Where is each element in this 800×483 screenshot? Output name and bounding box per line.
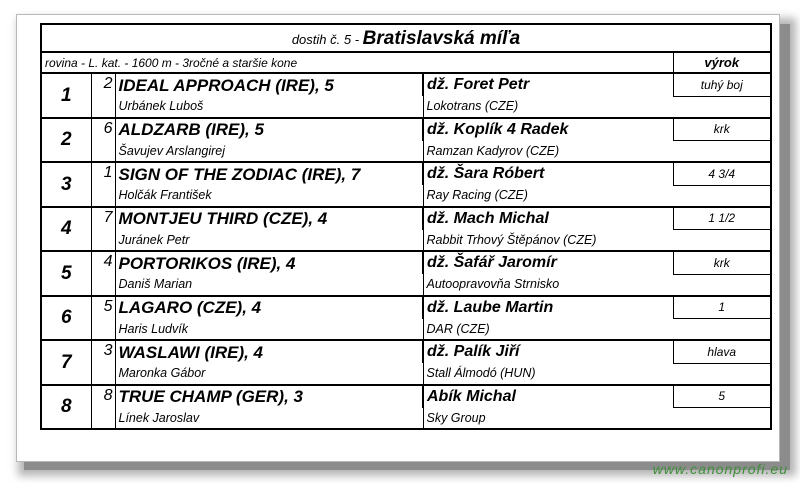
- finish-margin: krk: [673, 118, 771, 141]
- result-subrow: [41, 319, 771, 341]
- finish-position: 6: [41, 296, 91, 341]
- horse-name: PORTORIKOS (IRE), 4: [115, 251, 423, 274]
- start-number: 3: [91, 340, 115, 385]
- finish-margin: 5: [673, 385, 771, 408]
- finish-margin: 4 3/4: [673, 162, 771, 185]
- finish-margin: 1: [673, 296, 771, 319]
- horse-name: IDEAL APPROACH (IRE), 5: [115, 73, 423, 96]
- finish-margin: tuhý boj: [673, 73, 771, 96]
- margin-spacer: [673, 319, 771, 341]
- trainer-name: Línek Jaroslav: [115, 408, 423, 430]
- horse-name: LAGARO (CZE), 4: [115, 296, 423, 319]
- jockey-name: dž. Foret Petr: [423, 73, 673, 96]
- jockey-name: dž. Šara Róbert: [423, 162, 673, 185]
- start-number: 5: [91, 296, 115, 341]
- finish-position: 8: [41, 385, 91, 430]
- trainer-name: Maronka Gábor: [115, 363, 423, 385]
- owner-name: Lokotrans (CZE): [423, 96, 673, 118]
- margin-header: výrok: [673, 52, 771, 73]
- horse-name: MONTJEU THIRD (CZE), 4: [115, 207, 423, 230]
- race-label: dostih č. 5 -: [291, 31, 360, 47]
- result-subrow: [41, 141, 771, 163]
- finish-position: 7: [41, 340, 91, 385]
- finish-margin: 1 1/2: [673, 207, 771, 230]
- owner-name: Stall Álmodó (HUN): [423, 363, 673, 385]
- margin-spacer: [673, 96, 771, 118]
- result-subrow: [41, 274, 771, 296]
- result-row: [41, 162, 771, 185]
- trainer-name: Holčák František: [115, 185, 423, 207]
- finish-position: 4: [41, 207, 91, 252]
- start-number: 7: [91, 207, 115, 252]
- result-subrow: [41, 96, 771, 118]
- horse-name: ALDZARB (IRE), 5: [115, 118, 423, 141]
- trainer-name: Šavujev Arslangirej: [115, 141, 423, 163]
- horse-name: WASLAWI (IRE), 4: [115, 340, 423, 363]
- margin-spacer: [673, 185, 771, 207]
- owner-name: Autoopravovňa Strnisko: [423, 274, 673, 296]
- result-subrow: [41, 363, 771, 385]
- margin-spacer: [673, 230, 771, 252]
- finish-margin: krk: [673, 251, 771, 274]
- owner-name: Ray Racing (CZE): [423, 185, 673, 207]
- results-card: [16, 14, 780, 462]
- trainer-name: Daniš Marian: [115, 274, 423, 296]
- owner-name: Ramzan Kadyrov (CZE): [423, 141, 673, 163]
- trainer-name: Urbánek Luboš: [115, 96, 423, 118]
- conditions-row: [41, 52, 771, 73]
- result-subrow: [41, 408, 771, 430]
- result-row: [41, 118, 771, 141]
- horse-name: SIGN OF THE ZODIAC (IRE), 7: [115, 162, 423, 185]
- result-subrow: [41, 230, 771, 252]
- start-number: 6: [91, 118, 115, 163]
- result-row: [41, 73, 771, 96]
- result-row: [41, 251, 771, 274]
- finish-position: 3: [41, 162, 91, 207]
- title-row: [41, 24, 771, 52]
- finish-position: 1: [41, 73, 91, 118]
- result-row: [41, 207, 771, 230]
- race-title: [41, 24, 771, 52]
- margin-spacer: [673, 274, 771, 296]
- results-table: [40, 23, 772, 430]
- race-name: Bratislavská míľa: [362, 27, 521, 49]
- jockey-name: dž. Koplík 4 Radek: [423, 118, 673, 141]
- start-number: 2: [91, 73, 115, 118]
- horse-name: TRUE CHAMP (GER), 3: [115, 385, 423, 408]
- race-conditions: rovina - L. kat. - 1600 m - 3ročné a staršie kone: [41, 52, 673, 73]
- result-row: [41, 385, 771, 408]
- start-number: 8: [91, 385, 115, 430]
- result-row: [41, 296, 771, 319]
- start-number: 4: [91, 251, 115, 296]
- start-number: 1: [91, 162, 115, 207]
- margin-spacer: [673, 408, 771, 430]
- owner-name: DAR (CZE): [423, 319, 673, 341]
- jockey-name: dž. Laube Martin: [423, 296, 673, 319]
- owner-name: Sky Group: [423, 408, 673, 430]
- jockey-name: Abík Michal: [423, 385, 673, 408]
- jockey-name: dž. Palík Jiří: [423, 340, 673, 363]
- trainer-name: Haris Ludvík: [115, 319, 423, 341]
- trainer-name: Juránek Petr: [115, 230, 423, 252]
- margin-spacer: [673, 363, 771, 385]
- finish-position: 5: [41, 251, 91, 296]
- finish-position: 2: [41, 118, 91, 163]
- watermark: www.canonprofi.eu: [652, 461, 788, 477]
- result-row: [41, 340, 771, 363]
- margin-spacer: [673, 141, 771, 163]
- jockey-name: dž. Mach Michal: [423, 207, 673, 230]
- owner-name: Rabbit Trhový Štěpánov (CZE): [423, 230, 673, 252]
- result-subrow: [41, 185, 771, 207]
- jockey-name: dž. Šafář Jaromír: [423, 251, 673, 274]
- finish-margin: hlava: [673, 340, 771, 363]
